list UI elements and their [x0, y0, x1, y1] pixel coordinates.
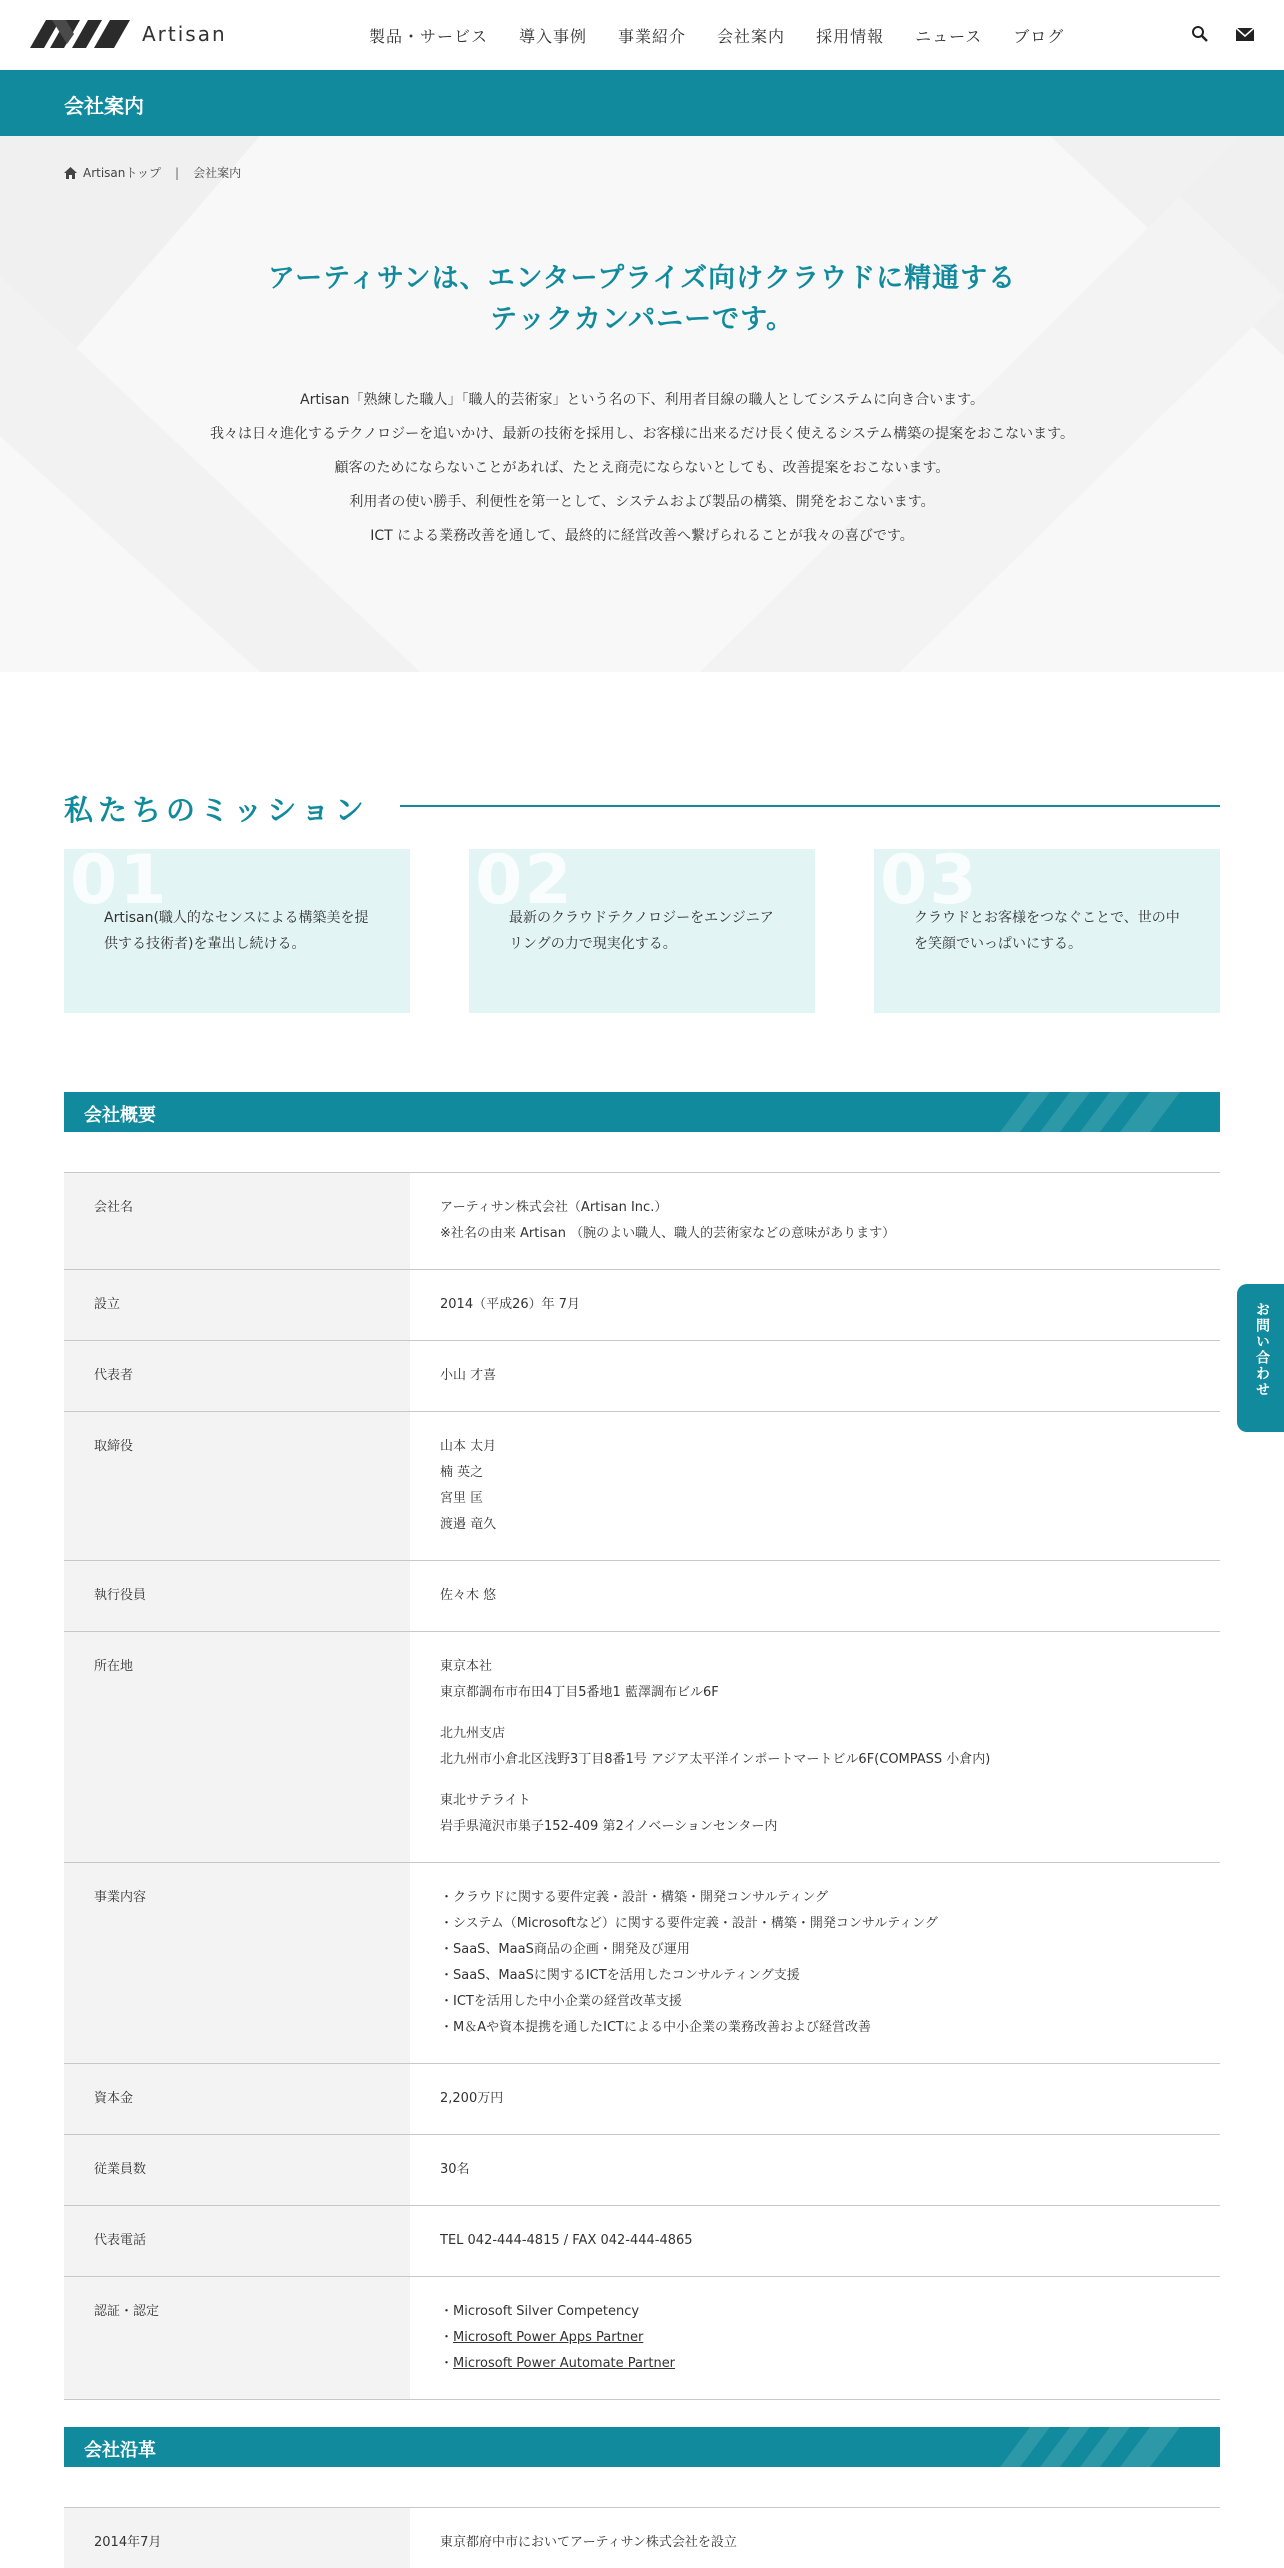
intro-heading-line: アーティサンは、エンタープライズ向けクラウドに精通する [267, 263, 1017, 294]
business-item: ・システム（Microsoftなど）に関する要件定義・設計・構築・開発コンサルティング [440, 1916, 938, 1931]
contact-tab-button[interactable] [1237, 1284, 1284, 1432]
table-row [64, 2135, 1220, 2206]
mission-card [469, 849, 815, 1013]
row-label: 設立 [64, 1270, 410, 1340]
row-label: 事業内容 [64, 1863, 410, 2063]
certification-link[interactable]: Microsoft Power Apps Partner [453, 2330, 644, 2345]
mission-text-line: クラウドとお客様をつなぐことで、世の中 [914, 910, 1180, 926]
intro-paragraph: Artisan「熟練した職人」「職人的芸術家」という名の下、利用者目線の職人としてシステムに向き合います。 [300, 392, 984, 408]
director-name: 山本 太月 [440, 1439, 497, 1454]
overview-section-bar [64, 1092, 1220, 1132]
table-row [64, 1632, 1220, 1863]
mission-text-line: Artisan(職人的なセンスによる構築美を提 [104, 910, 369, 926]
business-item: ・M＆Aや資本提携を通したICTによる中小企業の業務改善および経営改善 [440, 2020, 871, 2035]
director-name: 宮里 匡 [440, 1491, 484, 1506]
main-nav [369, 24, 1095, 47]
row-label: 従業員数 [64, 2135, 410, 2205]
intro-paragraph: ICT による業務改善を通して、最終的に経営改善へ繋げられることが我々の喜びです。 [370, 528, 914, 544]
table-row [64, 1863, 1220, 2064]
nav-case-studies[interactable]: 導入事例 [519, 27, 588, 46]
office-address: 岩手県滝沢市巣子152-409 第2イノベーションセンター内 [440, 1819, 778, 1834]
breadcrumb-current: 会社案内 [193, 166, 242, 180]
office-name: 東京本社 [440, 1659, 493, 1674]
table-row [64, 2064, 1220, 2135]
row-value: 30名 [440, 2162, 470, 2177]
nav-products[interactable]: 製品・サービス [369, 27, 489, 46]
business-item: ・SaaS、MaaS商品の企画・開発及び運用 [440, 1942, 690, 1957]
mission-title-rule [400, 805, 1220, 807]
nav-business[interactable]: 事業紹介 [618, 27, 687, 46]
mission-title: 私たちのミッション [64, 793, 369, 827]
mission-text-line: 最新のクラウドテクノロジーをエンジニア [509, 910, 774, 926]
history-title: 会社沿革 [84, 2440, 156, 2461]
history-date: 2014年7月 [64, 2508, 410, 2568]
table-row [64, 1412, 1220, 1561]
row-label: 執行役員 [64, 1561, 410, 1631]
contact-tab-label: お問い合わせ [1254, 1302, 1270, 1398]
bullet: ・ [440, 2330, 454, 2345]
company-name-note: ※社名の由来 Artisan （腕のよい職人、職人的芸術家などの意味があります） [440, 1226, 896, 1241]
spacer [440, 1773, 1220, 1788]
history-section-bar [64, 2427, 1220, 2467]
breadcrumb-separator: | [175, 165, 180, 180]
intro-paragraph: 我々は日々進化するテクノロジーを追いかけ、最新の技術を採用し、お客様に出来るだけ長く使えるシステム構築の提案をおこないます。 [209, 426, 1075, 442]
nav-news[interactable]: ニュース [915, 27, 983, 46]
table-row [64, 1561, 1220, 1632]
office-address: 東京都調布市布田4丁目5番地1 藍澤調布ビル6F [440, 1685, 719, 1700]
mission-text [914, 905, 1194, 957]
business-item: ・SaaS、MaaSに関するICTを活用したコンサルティング支援 [440, 1968, 800, 1983]
table-row [64, 2277, 1220, 2400]
row-value [410, 1632, 1220, 1862]
company-overview-table [64, 1172, 1220, 2400]
mission-text [104, 905, 384, 957]
intro-paragraph: 顧客のためにならないことがあれば、たとえ商売にならないとしても、改善提案をおこないます。 [334, 460, 950, 476]
intro-heading [0, 258, 1284, 340]
certification-link[interactable]: Microsoft Power Automate Partner [453, 2356, 676, 2371]
intro-section [0, 136, 1284, 672]
table-row [64, 2206, 1220, 2277]
history-event: 東京都府中市においてアーティサン株式会社を設立 [440, 2535, 737, 2550]
nav-company[interactable]: 会社案内 [717, 27, 786, 46]
nav-blog[interactable]: ブログ [1013, 27, 1065, 46]
mission-text-line: 供する技術者)を輩出し続ける。 [104, 936, 306, 952]
mission-number: 01 [70, 849, 169, 920]
intro-paragraph: 利用者の使い勝手、利便性を第一として、システムおよび製品の構築、開発をおこないます。 [349, 494, 935, 510]
company-name: アーティサン株式会社（Artisan Inc.） [440, 1200, 668, 1215]
page-title: 会社案内 [64, 94, 144, 118]
row-label: 取締役 [64, 1412, 410, 1560]
row-value: 2,200万円 [440, 2091, 504, 2106]
intro-heading-line: テックカンパニーです。 [490, 304, 794, 335]
spacer [440, 1706, 1220, 1721]
office-address: 北九州市小倉北区浅野3丁目8番1号 アジア太平洋インポートマートビル6F(COMPASS 小倉内) [440, 1752, 991, 1767]
mission-card [64, 849, 410, 1013]
mission-text-line: を笑顔でいっぱいにする。 [914, 936, 1082, 952]
row-value: 2014（平成26）年 7月 [440, 1297, 581, 1312]
intro-body [0, 383, 1284, 553]
table-row [64, 1341, 1220, 1412]
table-row [64, 1173, 1220, 1270]
row-label: 所在地 [64, 1632, 410, 1862]
mission-text-line: リングの力で現実化する。 [509, 936, 677, 952]
mail-icon[interactable] [1235, 24, 1255, 44]
row-label: 認証・認定 [64, 2277, 410, 2399]
breadcrumb [64, 164, 241, 181]
mission-number: 02 [475, 849, 574, 920]
row-value: TEL 042-444-4815 / FAX 042-444-4865 [440, 2233, 693, 2248]
mission-card [874, 849, 1220, 1013]
director-name: 渡邉 竜久 [440, 1517, 497, 1532]
breadcrumb-home[interactable]: Artisanトップ [83, 166, 162, 180]
row-value [410, 1412, 1220, 1560]
bullet: ・ [440, 2356, 454, 2371]
table-row [64, 2508, 1220, 2568]
office-name: 北九州支店 [440, 1726, 506, 1741]
site-header [0, 0, 1284, 70]
search-icon[interactable] [1190, 24, 1210, 44]
row-value: 佐々木 悠 [440, 1588, 497, 1603]
mission-text [509, 905, 789, 957]
overview-title: 会社概要 [84, 1105, 156, 1126]
business-item: ・ICTを活用した中小企業の経営改革支援 [440, 1994, 682, 2009]
section-bar-pattern [1000, 2427, 1200, 2467]
business-item: ・クラウドに関する要件定義・設計・構築・開発コンサルティング [440, 1890, 829, 1905]
row-label: 資本金 [64, 2064, 410, 2134]
logo[interactable] [30, 18, 227, 50]
row-value: 小山 才喜 [440, 1368, 497, 1383]
office-name: 東北サテライト [440, 1793, 531, 1808]
row-label: 代表者 [64, 1341, 410, 1411]
mission-number: 03 [880, 849, 979, 920]
company-history-table [64, 2507, 1220, 2568]
logo-text: Artisan [142, 22, 227, 46]
row-value [410, 1863, 1220, 2063]
certification-text: Microsoft Silver Competency [453, 2304, 640, 2319]
section-bar-pattern [1000, 1092, 1200, 1132]
row-label: 会社名 [64, 1173, 410, 1269]
director-name: 楠 英之 [440, 1465, 484, 1480]
certification-item [440, 2299, 1220, 2325]
row-value [410, 2277, 1220, 2399]
page-title-bar [0, 70, 1284, 136]
home-icon [64, 167, 77, 179]
table-row [64, 1270, 1220, 1341]
certification-item [440, 2325, 1220, 2351]
certification-item [440, 2351, 1220, 2377]
row-value [410, 1173, 1220, 1269]
logo-mark-icon [30, 18, 134, 50]
bullet: ・ [440, 2304, 454, 2319]
row-label: 代表電話 [64, 2206, 410, 2276]
nav-recruit[interactable]: 採用情報 [816, 27, 885, 46]
